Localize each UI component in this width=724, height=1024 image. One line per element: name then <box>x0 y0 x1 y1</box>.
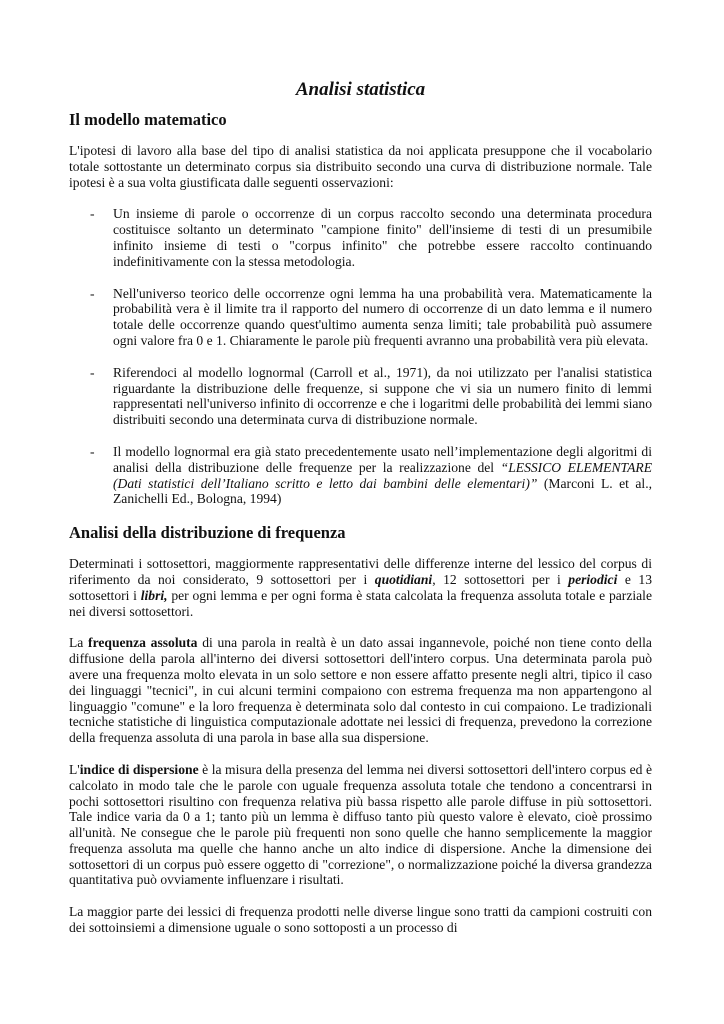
text-run: è la misura della presenza del lemma nei diversi sottosettori dell'intero corpus ed è calcolato in modo tale che le parole con uguale frequenza assoluta totale che tendono a concentrarsi in pochi sottosettori risultino con frequenza relativa più bassa rispetto alle parole diffuse in più sottosettori. Tale indice varia da 0 a 1; tanto più un lemma è diffuso tanto più questo valore è elevato, cioè prossimo all'unità. Ne consegue che le parole più frequenti non sono quelle che hanno semplicemente la maggior frequenza assoluta ma quelle che hanno anche un alto indice di dispersione. Anche la dimensione dei sottosettori di un corpus può essere oggetto di "correzione", o normalizzazione poiché la diversa grandezza quantitativa può ovviamente influenzare i risultati. <box>69 761 652 888</box>
paragraph-sottosettori <box>69 556 652 619</box>
list-item <box>69 206 652 269</box>
bullet-dash: - <box>90 285 95 301</box>
citation-text: (Marconi L. et al., Zanichelli Ed., Bologna, 1994) <box>113 475 653 507</box>
emphasis-quotidiani: quotidiani <box>374 571 433 587</box>
observations-list <box>69 206 652 507</box>
bullet-dash: - <box>90 206 95 222</box>
lessico-title-italic: “LESSICO ELEMENTARE (Dati statistici dell’Italiano scritto e letto dai bambini delle elementari)” <box>113 459 652 491</box>
section-heading-distribuzione: Analisi della distribuzione di frequenza <box>69 523 346 543</box>
intro-paragraph: L'ipotesi di lavoro alla base del tipo di analisi statistica da noi applicata presuppone che il vocabolario totale sottostante un determinato corpus sia distribuito secondo una curva di distribuzione normale. Tale ipotesi è a sua volta giustificata dalle seguenti osservazioni: <box>69 143 652 190</box>
list-item <box>69 365 652 428</box>
text-run: Determinati i sottosettori, maggiormente rappresentativi delle differenze interne del lessico del corpus di riferimento da noi considerato, 9 sottosettori per i <box>69 556 652 587</box>
paragraph-lessici: La maggior parte dei lessici di frequenza prodotti nelle diverse lingue sono tratti da campioni costruiti con dei sottoinsiemi a dimensione uguale o sono sottoposti a un processo di <box>69 904 652 936</box>
list-item-text: Il modello lognormal era già stato precedentemente usato nell’implementazione degli algoritmi di analisi della distribuzione delle frequenze per la realizzazione del <box>113 443 652 475</box>
paragraph-indice-dispersione <box>69 762 652 888</box>
text-run: e 13 sottosettori i <box>69 571 652 603</box>
list-item <box>69 444 652 507</box>
term-indice-dispersione: indice di dispersione <box>79 761 199 777</box>
text-run: , 12 sottosettori per i <box>432 571 569 587</box>
list-item <box>69 286 652 349</box>
list-item-text: Nell'universo teorico delle occorrenze ogni lemma ha una probabilità vera. Matematicamente la probabilità vera è il limite tra il rapporto del numero di occorrenze di un dato lemma e il numero totale delle occorrenze quando quest'ultimo aumenta senza limiti; tale probabilità può assumere ogni valore fra 0 e 1. Chiaramente le parole più frequenti avranno una probabilità vera più elevata. <box>113 285 652 348</box>
bullet-dash: - <box>90 364 95 380</box>
emphasis-periodici: periodici <box>568 571 618 587</box>
emphasis-libri: libri, <box>140 587 168 603</box>
list-item-text: Riferendoci al modello lognormal (Carroll et al., 1971), da noi utilizzato per l'analisi statistica riguardante la distribuzione delle frequenze, si suppone che vi sia un numero finito di lemmi rappresentati nell'universo infinito di occorrenze e che i logaritmi delle probabilità dei lemmi siano distribuiti secondo una determinata curva di distribuzione normale. <box>113 364 652 428</box>
term-frequenza-assoluta: frequenza assoluta <box>88 635 198 651</box>
paragraph-frequenza-assoluta <box>69 635 652 746</box>
text-run: La <box>69 635 89 651</box>
text-run: per ogni lemma e per ogni forma è stata calcolata la frequenza assoluta totale e parziale nei diversi sottosettori. <box>69 587 652 619</box>
text-run: di una parola in realtà è un dato assai ingannevole, poiché non tiene conto della diffusione della parola all'interno dei diversi sottosettori dell'intero corpus. Una determinata parola può avere una frequenza molto elevata in un solo settore e non essere affatto presente negli altri, tipico il caso dei linguaggi "tecnici", in cui alcuni termini compaiono con estrema frequenza ma non appartengono al linguaggio "comune" e la loro frequenza è determinata solo dal contesto in cui compaiono. Le tradizionali tecniche statistiche di linguistica computazionale adottate nei lessici di frequenza, prevedono la correzione della frequenza assoluta di una parola in base alla sua dispersione. <box>69 635 652 746</box>
bullet-dash: - <box>90 443 95 459</box>
document-page <box>69 78 652 952</box>
list-item-text: Un insieme di parole o occorrenze di un corpus raccolto secondo una determinata procedura costituisce soltanto un determinato "campione finito" dell'insieme di testi di un presumibile infinito insieme di testi o "corpus infinito" che potrebbe essere raccolto continuando indefinitivamente con la stessa metodologia. <box>113 206 652 269</box>
document-title: Analisi statistica <box>295 79 426 100</box>
section-heading-modello: Il modello matematico <box>69 110 227 129</box>
text-run: L' <box>69 761 80 777</box>
